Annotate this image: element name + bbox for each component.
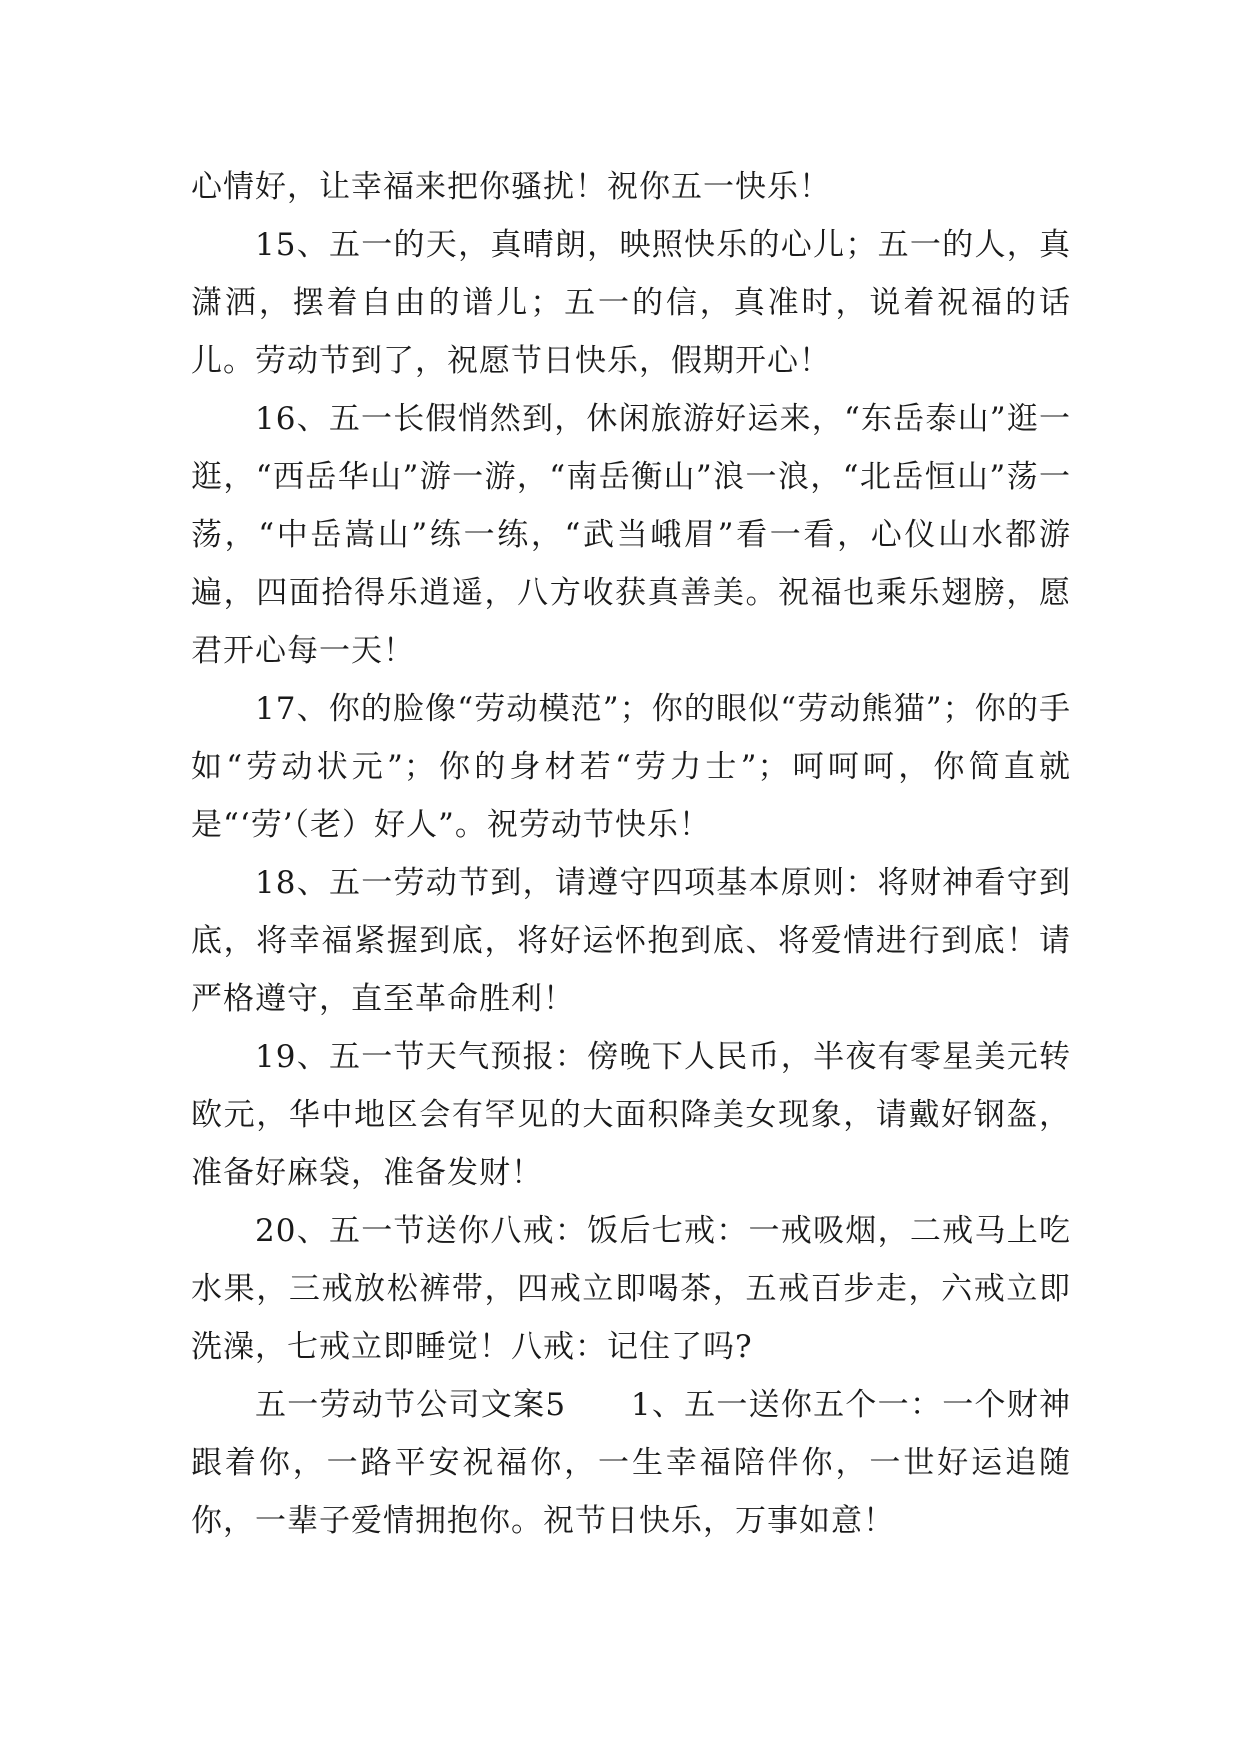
paragraph-continuation: 心情好，让幸福来把你骚扰！祝你五一快乐！ [191, 169, 831, 205]
paragraph-item-17: 17、你的脸像“劳动模范”；你的眼似“劳动熊猫”；你的手如“劳动状元”；你的身材若“劳力士”；呵呵呵，你简直就是“‘劳’（老）好人”。祝劳动节快乐！ [191, 691, 1071, 843]
paragraph-item-15: 15、五一的天，真晴朗，映照快乐的心儿；五一的人，真潇洒，摆着自由的谱儿；五一的信，真准时，说着祝福的话儿。劳动节到了，祝愿节日快乐，假期开心！ [191, 227, 1071, 379]
paragraph-item-20: 20、五一节送你八戒：饭后七戒：一戒吸烟，二戒马上吃水果，三戒放松裤带，四戒立即喝茶，五戒百步走，六戒立即洗澡，七戒立即睡觉！八戒：记住了吗? [191, 1213, 1071, 1365]
paragraph-item-18: 18、五一劳动节到，请遵守四项基本原则：将财神看守到底，将幸福紧握到底，将好运怀抱到底、将爱情进行到底！请严格遵守，直至革命胜利！ [191, 865, 1071, 1017]
paragraph-section-5: 五一劳动节公司文案5 1、五一送你五个一：一个财神跟着你，一路平安祝福你，一生幸福陪伴你，一世好运追随你，一辈子爱情拥抱你。祝节日快乐，万事如意！ [191, 1387, 1071, 1539]
document-body [191, 158, 1071, 1550]
paragraph-item-19: 19、五一节天气预报：傍晚下人民币，半夜有零星美元转欧元，华中地区会有罕见的大面积降美女现象，请戴好钢盔，准备好麻袋，准备发财！ [191, 1039, 1071, 1191]
paragraph-item-16: 16、五一长假悄然到，休闲旅游好运来，“东岳泰山”逛一逛，“西岳华山”游一游，“南岳衡山”浪一浪，“北岳恒山”荡一荡，“中岳嵩山”练一练，“武当峨眉”看一看，心仪山水都游遍，四面拾得乐逍遥，八方收获真善美。祝福也乘乐翅膀，愿君开心每一天！ [191, 401, 1071, 669]
